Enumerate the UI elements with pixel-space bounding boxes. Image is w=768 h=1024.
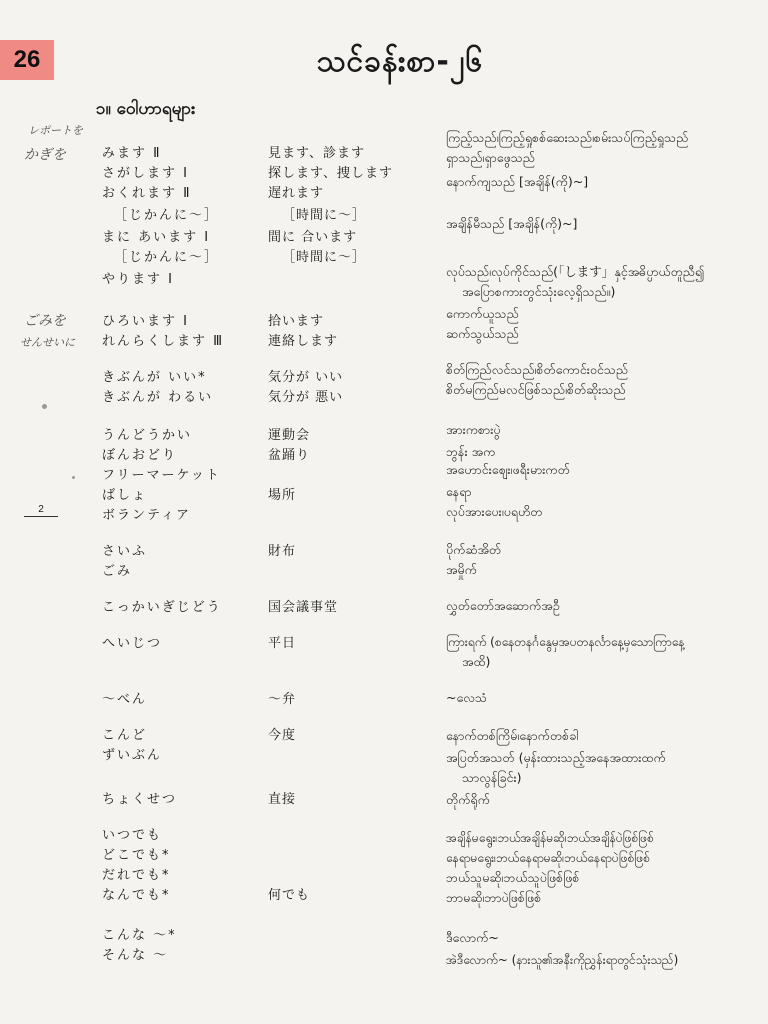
vocab-row	[0, 540, 768, 562]
kanji-writing: 遅れます	[268, 186, 325, 201]
kanji-writing: ［時間に～］	[282, 208, 367, 223]
vocab-row	[0, 172, 768, 194]
kana-reading: ボランティア	[102, 508, 191, 523]
vocab-row	[0, 482, 768, 504]
myanmar-meaning: ဘွန်း အက	[446, 444, 496, 459]
myanmar-meaning: အချိန်မရွေး၊ဘယ်အချိန်မဆို၊ဘယ်အချိန်ပဲဖြစ်ဖြစ်	[446, 831, 654, 845]
kanji-writing: 直接	[268, 792, 297, 807]
kanji-writing: 間に 合います	[268, 230, 358, 245]
vocab-row	[0, 768, 768, 790]
myanmar-meaning: ဘာမဆို၊ဘာပဲဖြစ်ဖြစ်	[446, 890, 542, 905]
myanmar-meaning: နောက်တစ်ကြိမ်၊နောက်တစ်ခါ	[446, 728, 579, 743]
kana-reading: みます Ⅱ	[102, 146, 162, 161]
kana-reading: いつでも	[102, 828, 163, 843]
myanmar-meaning: ဒီလောက်~	[446, 930, 499, 945]
section-heading: ၁။ ဝေါဟာရများ	[96, 99, 196, 119]
vocab-row	[0, 128, 768, 150]
myanmar-meaning: ပိုက်ဆံအိတ်	[446, 542, 502, 557]
handwritten-note: レポートを	[28, 124, 83, 137]
handwritten-note: ごみを	[24, 313, 66, 329]
myanmar-meaning: အဲဒီလောက်~ (နားသူ၏အနီးကိုညွှန်းရာတွင်သုံးသည်)	[446, 953, 679, 967]
kanji-writing: 拾います	[268, 314, 325, 329]
myanmar-meaning: လုပ်သည်၊လုပ်ကိုင်သည်(「します」နှင့်အဓိပ္ပာယ်တူညီ၍	[446, 264, 705, 279]
kana-reading: こっかいぎじどう	[102, 600, 222, 615]
kanji-writing: ～弁	[268, 692, 297, 707]
kanji-writing: ［時間に～］	[282, 250, 367, 265]
kana-reading: ぼんおどり	[102, 448, 178, 463]
kana-reading: そんな ～	[102, 948, 169, 963]
vocab-row	[0, 502, 768, 524]
kanji-writing: 盆踊り	[268, 448, 311, 463]
kanji-writing: 財布	[268, 544, 297, 559]
vocab-row	[0, 214, 768, 236]
myanmar-meaning: စိတ်ကြည်လင်သည်၊စိတ်ကောင်းဝင်သည်	[446, 362, 629, 377]
myanmar-meaning: နောက်ကျသည် [အချိန်(ကို)~]	[446, 174, 589, 189]
vocab-row	[0, 688, 768, 710]
kana-reading: やります Ⅰ	[102, 272, 174, 287]
kana-reading: きぶんが いい*	[102, 370, 207, 385]
kanji-writing: 今度	[268, 728, 297, 743]
kana-reading: だれでも*	[102, 868, 171, 883]
kana-reading: ばしょ	[102, 488, 148, 503]
vocab-row	[0, 888, 768, 910]
kana-reading: さいふ	[102, 544, 148, 559]
vocab-row	[0, 726, 768, 748]
vocab-row	[0, 324, 768, 346]
handwritten-note: せんせいに	[20, 336, 75, 349]
vocab-row	[0, 652, 768, 674]
vocab-row	[0, 262, 768, 284]
vocab-row	[0, 420, 768, 442]
kana-reading: ［じかんに～］	[114, 208, 220, 223]
myanmar-meaning: ဘယ်သူမဆို၊ဘယ်သူပဲဖြစ်ဖြစ်	[446, 870, 580, 885]
myanmar-meaning: အပြတ်အသတ် (မှန်းထားသည့်အနေအထားထက်	[446, 750, 666, 765]
myanmar-meaning: ကောက်ယူသည်	[446, 306, 519, 321]
kana-reading: フリーマーケット	[102, 468, 221, 483]
myanmar-meaning: စိတ်မကြည်မလင်ဖြစ်သည်၊စိတ်ဆိုးသည်	[446, 382, 626, 397]
kanji-writing: 気分が いい	[268, 370, 344, 385]
kana-reading: れんらくします Ⅲ	[102, 334, 225, 349]
myanmar-meaning: အချိန်မီသည် [အချိန်(ကို)~]	[446, 216, 578, 231]
vocab-row	[0, 360, 768, 382]
kana-reading: ちょくせつ	[102, 792, 178, 807]
myanmar-meaning: အဟောင်းဈေး၊ဖရီးမားကတ်	[446, 462, 570, 477]
myanmar-meaning: နေရာ	[446, 484, 472, 499]
vocab-row	[0, 950, 768, 972]
kanji-writing: 連絡します	[268, 334, 339, 349]
myanmar-meaning: နေရာမရွေး၊ဘယ်နေရာမဆို၊ဘယ်နေရာပဲဖြစ်ဖြစ်	[446, 851, 650, 865]
kana-reading: ［じかんに～］	[114, 250, 220, 265]
kana-reading: こんな ～*	[102, 928, 177, 943]
kana-reading: こんど	[102, 728, 148, 743]
vocab-row	[0, 304, 768, 326]
kana-reading: おくれます Ⅱ	[102, 186, 192, 201]
kana-reading: なんでも*	[102, 888, 171, 903]
lesson-title: သင်ခန်းစာ-၂၆	[316, 44, 484, 79]
kana-reading: さがします Ⅰ	[102, 166, 189, 181]
kanji-writing: 気分が 悪い	[268, 390, 344, 405]
myanmar-meaning: ကြားရက် (စနေတနင်္ဂနွေမှအပတနင်္လာနေ့မှသောကြာနေ့	[446, 635, 685, 649]
vocab-row	[0, 460, 768, 482]
myanmar-meaning: ~လေသံ	[446, 690, 488, 705]
myanmar-meaning: တိုက်ရိုက်	[446, 792, 490, 807]
kana-reading: ～べん	[102, 692, 148, 707]
kanji-writing: 国会議事堂	[268, 600, 339, 615]
kana-reading: きぶんが わるい	[102, 390, 214, 405]
vocab-row	[0, 748, 768, 770]
vocab-row	[0, 282, 768, 304]
vocab-row	[0, 380, 768, 402]
kana-reading: まに あいます Ⅰ	[102, 230, 211, 245]
myanmar-meaning: အပြောစကားတွင်သုံးလေ့ရှိသည်။)	[462, 284, 616, 299]
myanmar-meaning: ဆက်သွယ်သည်	[446, 326, 519, 341]
vocab-row	[0, 148, 768, 170]
kana-reading: どこでも*	[102, 848, 171, 863]
myanmar-meaning: အမှိုက်	[446, 562, 477, 577]
kana-reading: へいじつ	[102, 636, 163, 651]
handwritten-note: かぎを	[24, 147, 66, 163]
myanmar-meaning: လွှတ်တော်အဆောက်အဦ	[446, 598, 560, 613]
kanji-writing: 探します、捜します	[268, 166, 393, 181]
myanmar-meaning: ရှာသည်၊ရှာဖွေသည်	[446, 150, 535, 165]
kana-reading: ひろいます Ⅰ	[102, 314, 189, 329]
kana-reading: ごみ	[102, 564, 133, 579]
vocab-row	[0, 596, 768, 618]
margin-number: 2	[24, 504, 58, 517]
myanmar-meaning: ကြည့်သည်၊ကြည့်ရှုစစ်ဆေးသည်၊စမ်းသပ်ကြည့်ရှုသည်	[446, 130, 689, 145]
myanmar-meaning: အထိ)	[462, 654, 491, 669]
vocab-row	[0, 560, 768, 582]
myanmar-meaning: လုပ်အားပေး၊ပရဟိတ	[446, 504, 543, 519]
kana-reading: ずいぶん	[102, 748, 163, 763]
vocab-row	[0, 790, 768, 812]
kanji-writing: 運動会	[268, 428, 311, 443]
myanmar-meaning: သာလွန်ခြင်း)	[462, 770, 522, 785]
myanmar-meaning: အားကစားပွဲ	[446, 422, 501, 437]
kana-reading: うんどうかい	[102, 428, 193, 443]
kanji-writing: 何でも	[268, 888, 311, 903]
kanji-writing: 場所	[268, 488, 297, 503]
page-number-badge: 26	[0, 40, 54, 80]
kanji-writing: 平日	[268, 636, 297, 651]
vocab-row	[0, 632, 768, 654]
kanji-writing: 見ます、診ます	[268, 146, 365, 161]
